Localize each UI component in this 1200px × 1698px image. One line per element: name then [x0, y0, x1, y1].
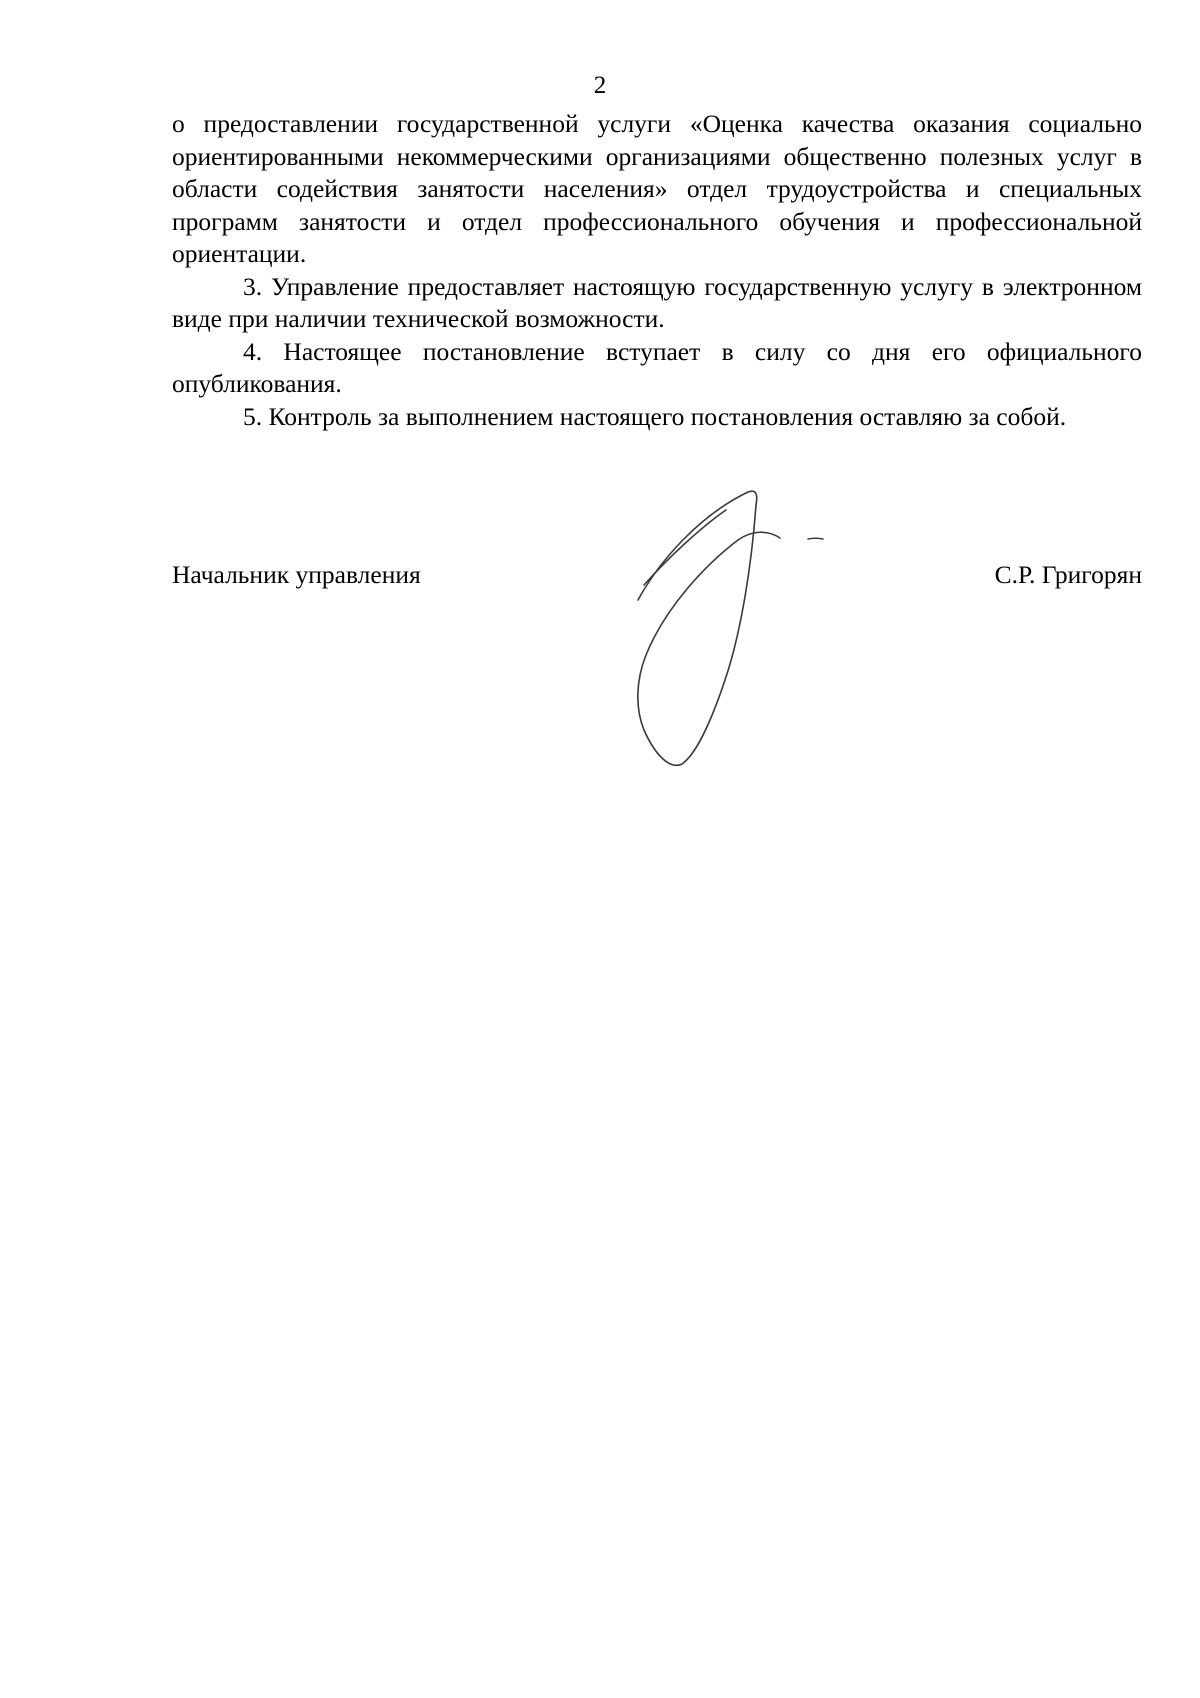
page-number: 2 — [593, 72, 607, 99]
document-body — [172, 108, 1142, 433]
paragraph-item-3: 3. Управление предоставляет настоящую государственную услугу в электронном виде при наличии технической возможности. — [172, 271, 1142, 333]
paragraph-continuation: о предоставлении государственной услуги «Оценка качества оказания социально ориентированными некоммерческими организациями общественно полезных услуг в области содействия занятости населения» отдел трудоустройства и специальных программ занятости и отдел профессионального обучения и профессиональной ориентации. — [172, 109, 1142, 268]
signatory-position: Начальник управления — [172, 560, 421, 589]
paragraph-item-4: 4. Настоящее постановление вступает в силу со дня его официального опубликования. — [172, 336, 1142, 398]
handwritten-signature-icon — [630, 480, 850, 800]
paragraph-item-5: 5. Контроль за выполнением настоящего постановления оставляю за собой. — [243, 401, 1067, 431]
signatory-name: С.Р. Григорян — [994, 560, 1142, 589]
signature-block — [172, 559, 1142, 599]
